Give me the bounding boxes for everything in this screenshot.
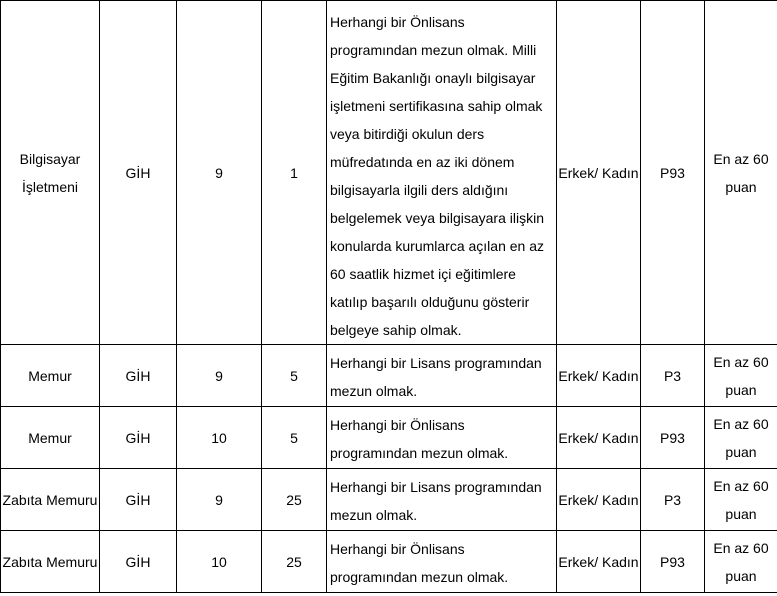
table-row [1, 469, 777, 531]
count-cell: 25 [262, 469, 327, 531]
min-score-cell: En az 60 puan [705, 531, 777, 593]
class-cell: GİH [100, 1, 177, 345]
min-score-cell: En az 60 puan [705, 407, 777, 469]
score-type-cell: P93 [641, 1, 705, 345]
min-score-cell: En az 60 puan [705, 469, 777, 531]
degree-cell: 9 [177, 345, 262, 407]
degree-cell: 9 [177, 469, 262, 531]
table-row [1, 345, 777, 407]
gender-cell: Erkek/ Kadın [557, 469, 641, 531]
class-cell: GİH [100, 345, 177, 407]
score-type-cell: P3 [641, 345, 705, 407]
qualification-cell: Herhangi bir Lisans programından mezun olmak. [327, 469, 557, 531]
position-title-cell: Zabıta Memuru [1, 531, 100, 593]
position-title-cell: Memur [1, 345, 100, 407]
qualification-cell: Herhangi bir Önlisans programından mezun olmak. [327, 407, 557, 469]
position-title-cell: Memur [1, 407, 100, 469]
degree-cell: 10 [177, 531, 262, 593]
gender-cell: Erkek/ Kadın [557, 1, 641, 345]
qualification-cell: Herhangi bir Önlisans programından mezun olmak. [327, 531, 557, 593]
class-cell: GİH [100, 407, 177, 469]
gender-cell: Erkek/ Kadın [557, 407, 641, 469]
score-type-cell: P93 [641, 531, 705, 593]
position-title-cell: Bilgisayar İşletmeni [1, 1, 100, 345]
qualification-cell: Herhangi bir Lisans programından mezun olmak. [327, 345, 557, 407]
qualification-cell: Herhangi bir Önlisans programından mezun olmak. Milli Eğitim Bakanlığı onaylı bilgisayar işletmeni sertifikasına sahip olmak veya bitirdiği okulun ders müfredatında en az iki dönem bilgisayarla ilgili ders aldığını belgelemek veya bilgisayara ilişkin konularda kurumlarca açılan en az 60 saatlik hizmet içi eğitimlere katılıp başarılı olduğunu gösterir belgeye sahip olmak. [327, 1, 557, 345]
gender-cell: Erkek/ Kadın [557, 531, 641, 593]
score-type-cell: P93 [641, 407, 705, 469]
degree-cell: 9 [177, 1, 262, 345]
table-row [1, 1, 777, 345]
class-cell: GİH [100, 469, 177, 531]
score-type-cell: P3 [641, 469, 705, 531]
min-score-cell: En az 60 puan [705, 1, 777, 345]
count-cell: 5 [262, 407, 327, 469]
min-score-cell: En az 60 puan [705, 345, 777, 407]
gender-cell: Erkek/ Kadın [557, 345, 641, 407]
count-cell: 5 [262, 345, 327, 407]
count-cell: 1 [262, 1, 327, 345]
table-row [1, 531, 777, 593]
position-title-cell: Zabıta Memuru [1, 469, 100, 531]
table-row [1, 407, 777, 469]
class-cell: GİH [100, 531, 177, 593]
degree-cell: 10 [177, 407, 262, 469]
count-cell: 25 [262, 531, 327, 593]
